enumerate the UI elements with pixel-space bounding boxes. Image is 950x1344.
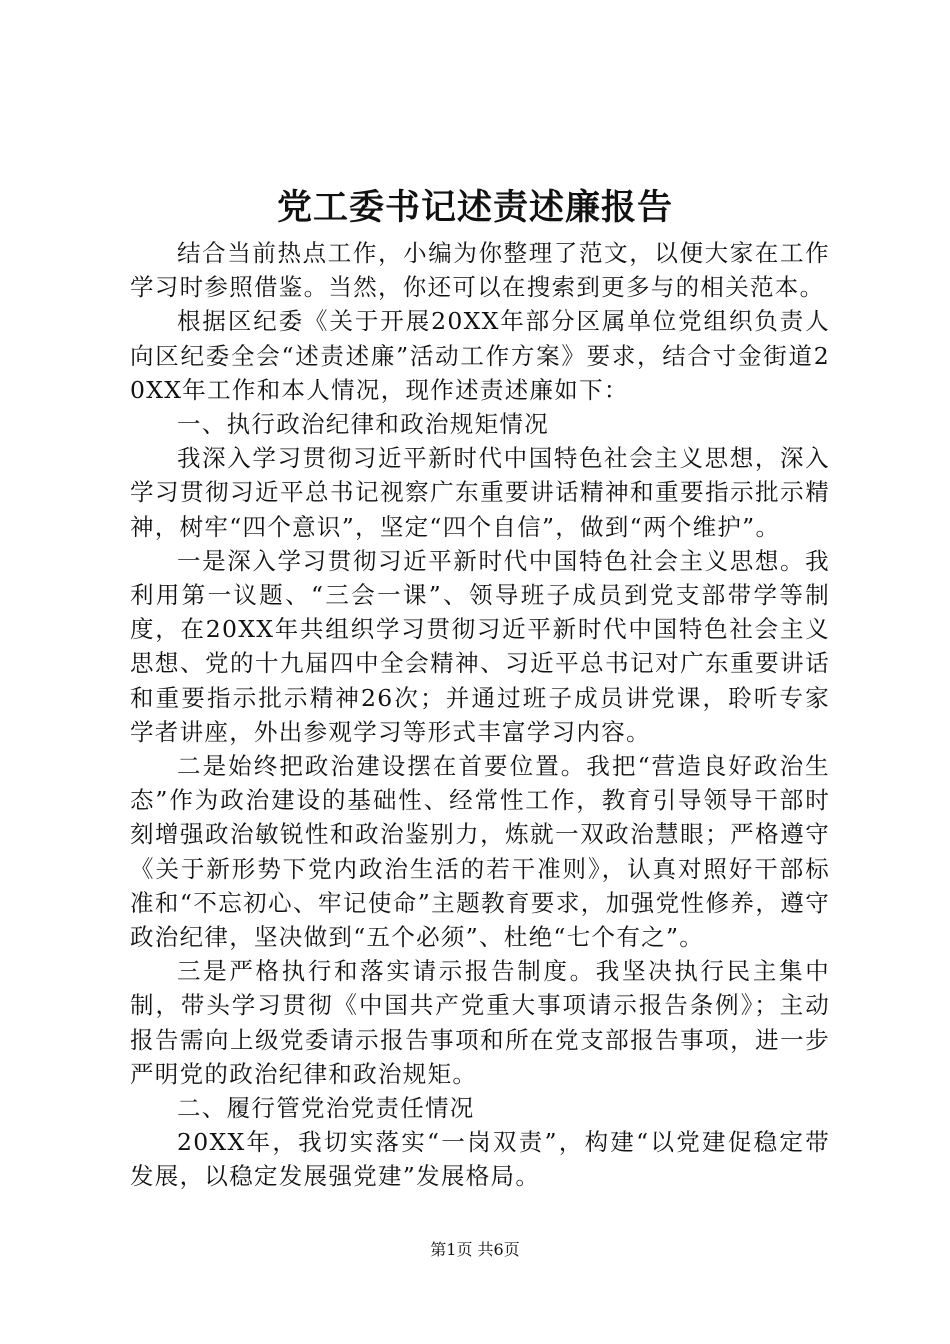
section-heading-1: 一、执行政治纪律和政治规矩情况 [177, 410, 549, 439]
document-title: 党工委书记述责述廉报告 [276, 187, 673, 228]
body-paragraph: 20XX年，我切实落实“一岗双责”，构建“以党建促稳定带发展，以稳定发展强党建”发展格局。 [130, 1128, 830, 1191]
page-number-footer: 第1页 共6页 [430, 1240, 520, 1259]
section-heading-2: 二、履行管党治党责任情况 [177, 1094, 475, 1123]
document-body [130, 236, 830, 1194]
intro-paragraph: 结合当前热点工作，小编为你整理了范文，以便大家在工作学习时参照借鉴。当然，你还可以在搜索到更多与的相关范本。 [130, 239, 830, 302]
body-paragraph: 二是始终把政治建设摆在首要位置。我把“营造良好政治生态”作为政治建设的基础性、经常性工作，教育引导领导干部时刻增强政治敏锐性和政治鉴别力，炼就一双政治慧眼；严格遵守《关于新形势下党内政治生活的若干准则》，认真对照好干部标准和“不忘初心、牢记使命”主题教育要求，加强党性修养，遵守政治纪律，坚决做到“五个必须”、杜绝“七个有之”。 [130, 752, 830, 952]
basis-paragraph: 根据区纪委《关于开展20XX年部分区属单位党组织负责人向区纪委全会“述责述廉”活动工作方案》要求，结合寸金街道20XX年工作和本人情况，现作述责述廉如下： [130, 307, 830, 404]
body-paragraph: 三是严格执行和落实请示报告制度。我坚决执行民主集中制，带头学习贯彻《中国共产党重大事项请示报告条例》；主动报告需向上级党委请示报告事项和所在党支部报告事项，进一步严明党的政治纪律和政治规矩。 [130, 957, 830, 1088]
body-paragraph: 我深入学习贯彻习近平新时代中国特色社会主义思想，深入学习贯彻习近平总书记视察广东重要讲话精神和重要指示批示精神，树牢“四个意识”，坚定“四个自信”，做到“两个维护”。 [130, 444, 830, 541]
body-paragraph: 一是深入学习贯彻习近平新时代中国特色社会主义思想。我利用第一议题、“三会一课”、领导班子成员到党支部带学等制度，在20XX年共组织学习贯彻习近平新时代中国特色社会主义思想、党的十九届四中全会精神、习近平总书记对广东重要讲话和重要指示批示精神26次；并通过班子成员讲党课，聆听专家学者讲座，外出参观学习等形式丰富学习内容。 [130, 546, 830, 746]
